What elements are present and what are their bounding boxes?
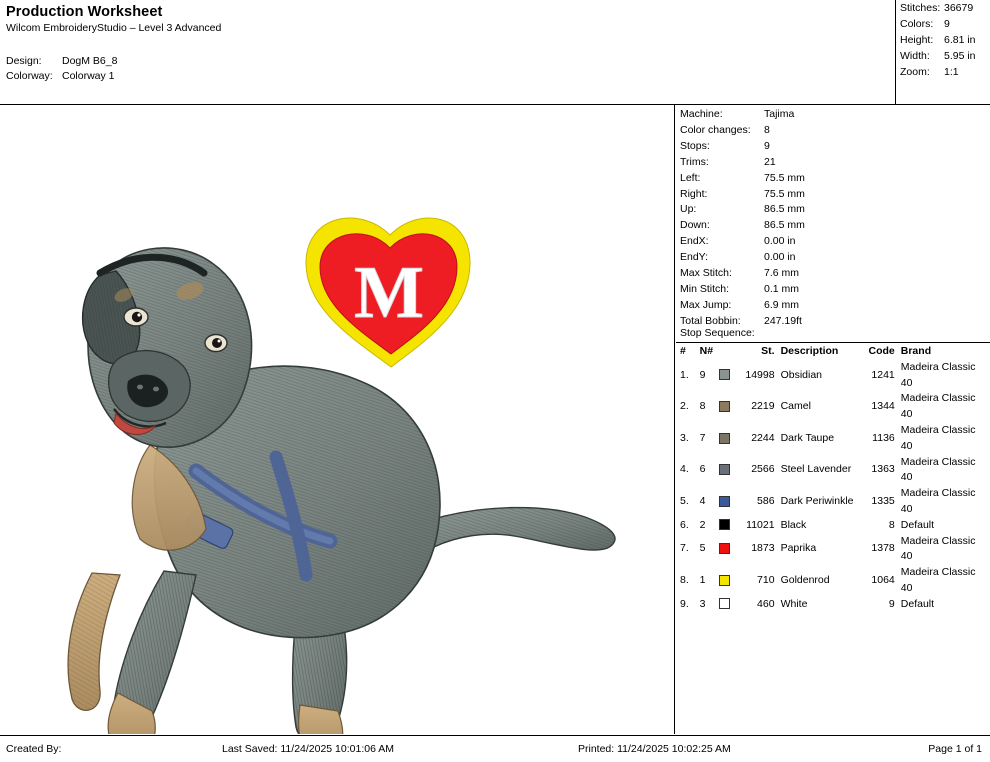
row-description: Dark Periwinkle <box>780 495 854 508</box>
stat-colors-value: 9 <box>944 18 950 30</box>
info-right <box>680 187 990 203</box>
row-code: 1344 <box>871 400 895 413</box>
row-num: 8. <box>680 574 689 587</box>
table-row <box>676 534 990 566</box>
row-stitches: 1873 <box>751 542 775 555</box>
stat-width-value: 5.95 in <box>944 50 976 62</box>
info-trims-value: 21 <box>764 155 776 168</box>
color-swatch-icon <box>719 543 730 554</box>
stat-width-label: Width: <box>900 50 930 62</box>
row-description: Dark Taupe <box>780 431 835 444</box>
color-swatch-icon <box>719 464 730 475</box>
row-brand: Madeira Classic 40 <box>900 392 976 421</box>
row-description: Steel Lavender <box>780 463 852 476</box>
stat-stitches <box>896 0 990 16</box>
row-brand: Madeira Classic 40 <box>900 423 976 452</box>
design-canvas <box>0 105 675 734</box>
info-stops-value: 9 <box>764 139 770 152</box>
row-description: Black <box>780 518 807 531</box>
row-swatch <box>719 494 739 510</box>
row-stitches: 710 <box>757 574 775 587</box>
table-row <box>676 565 990 597</box>
row-code: 9 <box>888 597 895 610</box>
row-nn: 4 <box>699 495 706 508</box>
info-endy-value: 0.00 in <box>764 251 796 264</box>
software-subtitle: Wilcom EmbroideryStudio – Level 3 Advanced <box>6 22 222 34</box>
info-down <box>680 218 990 234</box>
design-label: Design: <box>6 55 42 67</box>
info-stops <box>680 139 990 155</box>
row-brand: Madeira Classic 40 <box>900 487 976 515</box>
info-left-label: Left: <box>680 171 701 184</box>
row-num: 3. <box>680 431 689 444</box>
footer-printed: Printed: 11/24/2025 10:02:25 AM <box>578 743 731 755</box>
table-row <box>676 423 990 455</box>
footer-last-saved: Last Saved: 11/24/2025 10:01:06 AM <box>222 743 395 755</box>
stop-sequence-header <box>676 344 990 360</box>
color-swatch-icon <box>719 519 730 530</box>
row-swatch <box>719 368 739 384</box>
info-total-bobbin-value: 247.19ft <box>764 314 802 327</box>
worksheet-body <box>0 105 990 735</box>
row-stitches: 2566 <box>751 463 775 476</box>
stat-height <box>896 32 990 48</box>
color-swatch-icon <box>719 575 730 586</box>
row-nn: 1 <box>699 574 706 587</box>
heart-monogram <box>306 218 470 367</box>
stat-stitches-label: Stitches: <box>900 2 941 14</box>
row-swatch <box>719 399 739 415</box>
row-stitches: 2244 <box>751 431 775 444</box>
info-max-stitch <box>680 266 990 282</box>
info-endx-value: 0.00 in <box>764 235 796 248</box>
row-num: 2. <box>680 400 689 413</box>
design-row <box>6 54 686 69</box>
stat-width <box>896 48 990 64</box>
info-up-label: Up: <box>680 203 697 216</box>
col-st: St. <box>761 345 775 357</box>
table-row <box>676 391 990 423</box>
table-row <box>676 455 990 487</box>
info-up-value: 86.5 mm <box>764 203 805 216</box>
footer-created-by: Created By: <box>6 743 62 755</box>
info-trims <box>680 155 990 171</box>
page-footer <box>0 735 990 762</box>
design-info-list <box>676 105 990 330</box>
colorway-label: Colorway: <box>6 70 53 82</box>
stop-sequence-table <box>676 342 990 613</box>
row-nn: 6 <box>699 463 706 476</box>
row-code: 1136 <box>872 431 895 444</box>
info-min-stitch-value: 0.1 mm <box>764 282 800 295</box>
row-nn: 9 <box>699 368 706 381</box>
table-row <box>676 597 990 613</box>
row-nn: 8 <box>699 400 706 413</box>
row-stitches: 14998 <box>745 368 775 381</box>
stat-stitches-value: 36679 <box>944 2 974 14</box>
info-trims-label: Trims: <box>680 155 709 168</box>
row-description: Paprika <box>780 542 817 555</box>
design-info-panel <box>676 105 990 734</box>
table-row <box>676 360 990 392</box>
row-num: 6. <box>680 518 689 531</box>
row-description: White <box>780 597 808 610</box>
info-min-stitch <box>680 282 990 298</box>
footer-page-number: Page 1 of 1 <box>928 743 982 755</box>
info-right-value: 75.5 mm <box>764 187 805 200</box>
info-machine-label: Machine: <box>680 108 723 120</box>
stat-colors <box>896 16 990 32</box>
info-min-stitch-label: Min Stitch: <box>680 282 730 295</box>
row-stitches: 11021 <box>746 518 775 531</box>
row-num: 5. <box>680 495 689 508</box>
row-swatch <box>719 597 739 613</box>
color-swatch-icon <box>719 369 730 380</box>
row-nn: 7 <box>699 431 706 444</box>
stop-sequence-title: Stop Sequence: <box>680 327 755 339</box>
info-max-jump-label: Max Jump: <box>680 298 732 311</box>
row-stitches: 460 <box>757 597 775 610</box>
header-left <box>6 4 686 84</box>
stat-zoom <box>896 64 990 80</box>
row-brand: Madeira Classic 40 <box>900 455 976 484</box>
row-swatch <box>719 462 739 478</box>
color-swatch-icon <box>719 598 730 609</box>
embroidery-artwork <box>0 105 675 734</box>
row-description: Obsidian <box>780 368 823 381</box>
table-row <box>676 518 990 534</box>
col-nn: N# <box>699 345 714 357</box>
info-right-label: Right: <box>680 187 708 200</box>
info-down-value: 86.5 mm <box>764 219 805 232</box>
row-description: Camel <box>780 400 811 413</box>
row-brand: Madeira Classic 40 <box>900 360 976 389</box>
info-up <box>680 202 990 218</box>
info-max-jump-value: 6.9 mm <box>764 298 800 311</box>
color-swatch-icon <box>719 401 730 412</box>
info-machine <box>680 107 990 123</box>
info-endx <box>680 234 990 250</box>
row-num: 7. <box>680 542 689 555</box>
col-description: Description <box>780 345 839 357</box>
row-brand: Madeira Classic 40 <box>900 566 976 594</box>
info-endx-label: EndX: <box>680 235 709 248</box>
info-color-changes-label: Color changes: <box>680 123 751 136</box>
row-swatch <box>719 541 739 557</box>
info-max-jump <box>680 298 990 314</box>
row-code: 8 <box>888 518 895 531</box>
col-num: # <box>680 345 686 357</box>
page-header <box>0 0 990 105</box>
row-nn: 2 <box>699 518 706 531</box>
color-swatch-icon <box>719 433 730 444</box>
info-max-stitch-value: 7.6 mm <box>764 267 800 280</box>
row-code: 1378 <box>871 542 895 555</box>
info-total-bobbin-label: Total Bobbin: <box>680 314 741 327</box>
row-num: 9. <box>680 597 689 610</box>
stat-zoom-value: 1:1 <box>944 66 959 78</box>
row-code: 1363 <box>871 463 895 476</box>
info-max-stitch-label: Max Stitch: <box>680 267 732 280</box>
stat-colors-label: Colors: <box>900 18 934 30</box>
colorway-value: Colorway 1 <box>62 70 115 82</box>
info-endy <box>680 250 990 266</box>
row-swatch <box>719 431 739 447</box>
info-down-label: Down: <box>680 219 710 232</box>
row-nn: 5 <box>699 542 706 555</box>
table-row <box>676 486 990 518</box>
stat-zoom-label: Zoom: <box>900 66 930 78</box>
row-swatch <box>719 518 739 534</box>
row-brand: Default <box>900 518 935 531</box>
info-left-value: 75.5 mm <box>764 171 805 184</box>
col-brand: Brand <box>900 345 932 357</box>
monogram-letter: M <box>354 252 424 334</box>
col-code: Code <box>868 345 895 357</box>
info-endy-label: EndY: <box>680 251 709 264</box>
row-description: Goldenrod <box>780 574 830 587</box>
info-left <box>680 171 990 187</box>
row-code: 1064 <box>871 574 895 587</box>
info-color-changes <box>680 123 990 139</box>
design-value: DogM B6_8 <box>62 55 118 67</box>
row-brand: Default <box>900 597 935 610</box>
info-color-changes-value: 8 <box>764 123 770 136</box>
row-code: 1335 <box>871 495 895 508</box>
row-code: 1241 <box>871 368 895 381</box>
page-title: Production Worksheet <box>6 4 163 20</box>
row-num: 1. <box>680 368 689 381</box>
colorway-row <box>6 69 686 84</box>
row-stitches: 2219 <box>751 400 775 413</box>
info-machine-value: Tajima <box>764 108 795 120</box>
row-num: 4. <box>680 463 689 476</box>
color-swatch-icon <box>719 496 730 507</box>
info-stops-label: Stops: <box>680 139 710 152</box>
row-swatch <box>719 573 739 589</box>
row-brand: Madeira Classic 40 <box>900 534 976 563</box>
stat-height-value: 6.81 in <box>944 34 976 46</box>
row-stitches: 586 <box>757 495 775 508</box>
stat-height-label: Height: <box>900 34 934 46</box>
header-stats-box <box>895 0 990 104</box>
row-nn: 3 <box>699 597 706 610</box>
